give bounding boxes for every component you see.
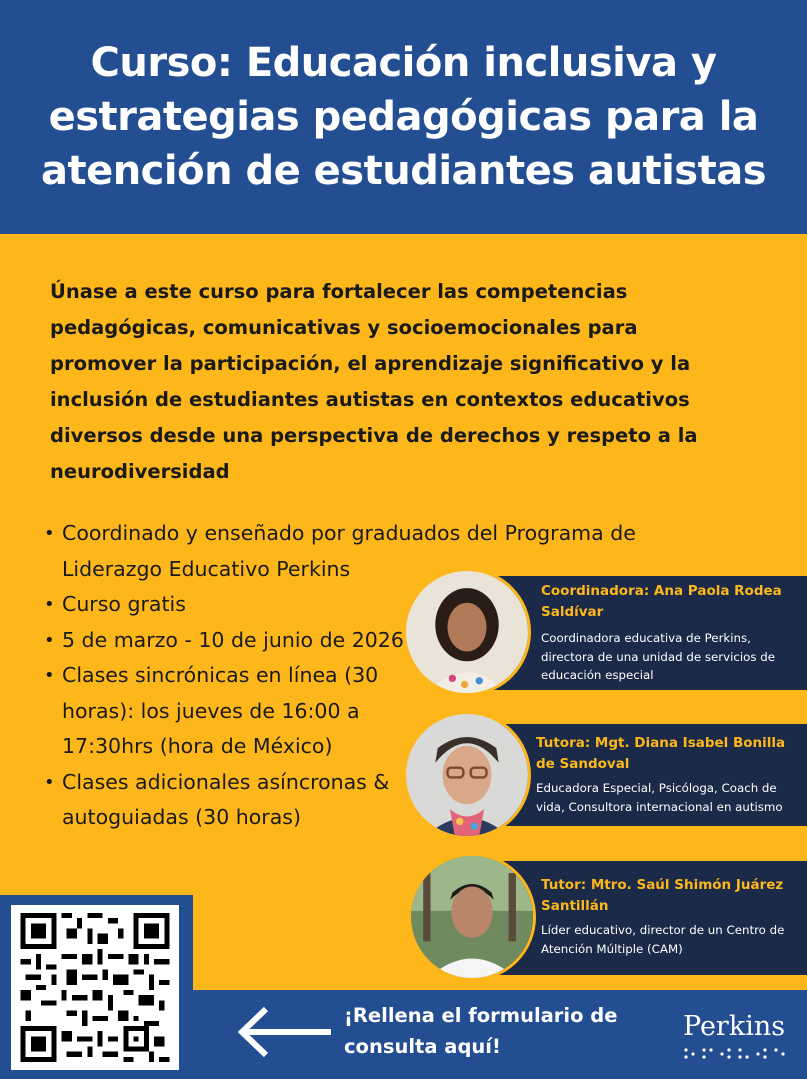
qr-code-icon[interactable]	[11, 905, 179, 1070]
inquiry-form-link[interactable]: ¡Rellena el formulario de consulta aquí!	[344, 1004, 618, 1058]
perkins-logo-text: Perkins	[683, 1011, 786, 1042]
header-banner	[0, 0, 807, 234]
coordinator-description: Coordinadora educativa de Perkins, directora de una unidad de servicios de educación especial	[541, 631, 776, 682]
tutor-2-title: Tutor: Mtro. Saúl Shimón Juárez Santillán	[541, 877, 784, 914]
tutor-1-title: Tutora: Mgt. Diana Isabel Bonilla de Sandoval	[536, 735, 786, 772]
course-details-list	[44, 516, 636, 836]
list-item: • 5 de marzo - 10 de junio de 2026	[44, 623, 424, 659]
tutor-1-description: Educadora Especial, Psicóloga, Coach de vida, Consultora internacional en autismo	[536, 781, 783, 814]
coordinator-title: Coordinadora: Ana Paola Rodea Saldívar	[541, 583, 782, 620]
list-item: • Curso gratis	[44, 587, 424, 623]
list-item: • Coordinado y enseñado por graduados del Programa de Liderazgo Educativo Perkins	[44, 516, 694, 587]
arrow-left-icon	[232, 1005, 332, 1059]
list-item: • Clases sincrónicas en línea (30 horas): los jueves de 16:00 a 17:30hrs (hora de México)	[44, 658, 424, 765]
braille-dots-icon	[683, 1046, 793, 1060]
page-title: Curso: Educación inclusiva y estrategias pedagógicas para la atención de estudiantes autistas	[40, 40, 767, 194]
list-item: • Clases adicionales asíncronas & autoguiadas (30 horas)	[44, 765, 424, 836]
perkins-logo	[683, 1012, 793, 1068]
coordinator-photo-icon	[403, 568, 531, 696]
intro-text: Únase a este curso para fortalecer las competencias pedagógicas, comunicativas y socioemocionales para promover la participación, el aprendizaje significativo y la inclusión de estudiantes autistas en contextos educativos diversos desde una perspectiva de derechos y respeto a la neurodiversidad	[50, 280, 698, 483]
tutor-2-description: Líder educativo, director de un Centro de Atención Múltiple (CAM)	[541, 923, 785, 956]
tutor-1-photo-icon	[403, 711, 531, 839]
tutor-2-photo-icon	[408, 853, 536, 981]
